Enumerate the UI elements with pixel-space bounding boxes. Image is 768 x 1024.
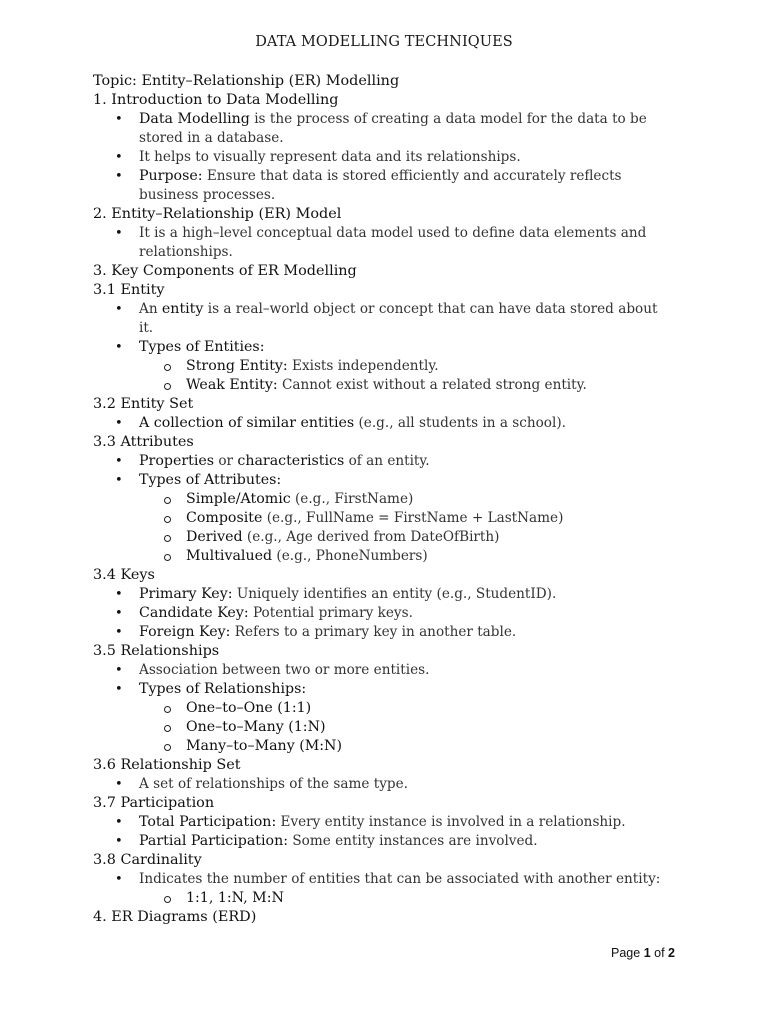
term: Simple/Atomic	[186, 491, 291, 507]
bullet-list	[93, 870, 673, 889]
hollow-bullet-icon	[164, 706, 171, 713]
hollow-bullet-icon	[164, 516, 171, 523]
sub-list-item	[93, 699, 673, 718]
term: Total Participation:	[139, 814, 277, 830]
item-text: of an entity.	[344, 453, 430, 469]
bullet-list	[93, 224, 673, 262]
item-text: (e.g., FirstName)	[290, 491, 414, 507]
sub-list-item	[93, 737, 673, 756]
bullet-marker: •	[115, 834, 123, 849]
hollow-bullet-icon	[164, 896, 171, 903]
page-number-footer	[611, 946, 675, 960]
bullet-marker: •	[115, 625, 123, 640]
sub-list-item	[93, 357, 673, 376]
page-current: 1	[643, 946, 651, 960]
item-text: is the process of creating a data model for the data to be stored in a database.	[139, 111, 647, 146]
subsection-heading: 3.8 Cardinality	[93, 852, 202, 868]
list-item	[93, 832, 673, 851]
term: Composite	[186, 510, 263, 526]
item-text: (e.g., PhoneNumbers)	[272, 548, 428, 564]
page-word: Page	[611, 946, 641, 960]
sub-list-item	[93, 889, 673, 908]
term: Weak Entity:	[186, 377, 278, 393]
bullet-marker: •	[115, 473, 123, 488]
item-text: (e.g., all students in a school).	[354, 415, 566, 431]
bullet-marker: •	[115, 226, 123, 241]
bullet-list	[93, 813, 673, 851]
item-text: One–to–One (1:1)	[186, 700, 312, 716]
page-title: DATA MODELLING TECHNIQUES	[255, 34, 513, 50]
hollow-bullet-icon	[164, 744, 171, 751]
list-item	[93, 452, 673, 471]
bullet-list	[93, 414, 673, 433]
sub-list-item	[93, 547, 673, 566]
list-item	[93, 110, 673, 148]
bullet-marker: •	[115, 872, 123, 887]
list-item	[93, 338, 673, 357]
term: Types of Relationships:	[139, 681, 307, 697]
bullet-marker: •	[115, 169, 123, 184]
bullet-marker: •	[115, 454, 123, 469]
item-text: Indicates the number of entities that can be associated with another entity:	[139, 871, 661, 887]
term: characteristics	[237, 453, 345, 469]
term: Properties	[139, 453, 215, 469]
term: Purpose:	[139, 168, 203, 184]
list-item	[93, 680, 673, 699]
term: Types of Entities:	[139, 339, 265, 355]
bullet-list	[93, 585, 673, 642]
bullet-list	[93, 452, 673, 490]
term: A collection of similar entities	[139, 415, 355, 431]
item-text: Some entity instances are involved.	[288, 833, 538, 849]
sub-list-item	[93, 528, 673, 547]
term: Strong Entity:	[186, 358, 288, 374]
hollow-bullet-icon	[164, 554, 171, 561]
bullet-list	[93, 110, 673, 205]
item-text: or	[214, 453, 238, 469]
list-item	[93, 300, 673, 338]
term: Types of Attributes:	[139, 472, 282, 488]
bullet-list	[93, 300, 673, 357]
subsection-heading: 3.1 Entity	[93, 282, 165, 298]
hollow-bullet-icon	[164, 725, 171, 732]
bullet-marker: •	[115, 663, 123, 678]
term: Candidate Key:	[139, 605, 249, 621]
bullet-list	[93, 775, 673, 794]
sub-list-item	[93, 718, 673, 737]
item-text: One–to–Many (1:N)	[186, 719, 326, 735]
item-text: Exists independently.	[287, 358, 439, 374]
item-text: Every entity instance is involved in a relationship.	[276, 814, 626, 830]
item-text: 1:1, 1:N, M:N	[186, 890, 284, 906]
term: Partial Participation:	[139, 833, 289, 849]
item-text: It helps to visually represent data and its relationships.	[139, 149, 521, 165]
list-item	[93, 661, 673, 680]
term: Foreign Key:	[139, 624, 231, 640]
item-text: Association between two or more entities.	[139, 662, 430, 678]
section-heading: 2. Entity–Relationship (ER) Model	[93, 206, 342, 222]
item-text: Cannot exist without a related strong entity.	[277, 377, 587, 393]
bullet-marker: •	[115, 340, 123, 355]
bullet-marker: •	[115, 302, 123, 317]
sub-bullet-list	[93, 699, 673, 756]
list-item	[93, 414, 673, 433]
item-text: (e.g., FullName = FirstName + LastName)	[262, 510, 564, 526]
sub-bullet-list	[93, 357, 673, 395]
list-item	[93, 224, 673, 262]
bullet-marker: •	[115, 682, 123, 697]
topic-heading: Topic: Entity–Relationship (ER) Modelling	[93, 73, 400, 89]
item-text: Potential primary keys.	[248, 605, 413, 621]
item-text: Uniquely identifies an entity (e.g., StudentID).	[232, 586, 557, 602]
list-item	[93, 471, 673, 490]
item-text: Ensure that data is stored efficiently and accurately reflects business processes.	[139, 168, 622, 203]
of-word: of	[654, 946, 665, 960]
item-text: is a real–world object or concept that can have data stored about it.	[139, 301, 658, 336]
subsection-heading: 3.6 Relationship Set	[93, 757, 241, 773]
bullet-marker: •	[115, 112, 123, 127]
item-text: Many–to–Many (M:N)	[186, 738, 343, 754]
list-item	[93, 148, 673, 167]
subsection-heading: 3.7 Participation	[93, 795, 215, 811]
bullet-list	[93, 661, 673, 699]
term: Primary Key:	[139, 586, 233, 602]
hollow-bullet-icon	[164, 383, 171, 390]
list-item	[93, 604, 673, 623]
item-text: A set of relationships of the same type.	[139, 776, 408, 792]
bullet-marker: •	[115, 416, 123, 431]
item-text: It is a high–level conceptual data model used to define data elements and relationships.	[139, 225, 647, 260]
page-total: 2	[668, 946, 675, 960]
hollow-bullet-icon	[164, 497, 171, 504]
subsection-heading: 3.3 Attributes	[93, 434, 194, 450]
item-text: (e.g., Age derived from DateOfBirth)	[242, 529, 500, 545]
bullet-marker: •	[115, 606, 123, 621]
bullet-marker: •	[115, 150, 123, 165]
hollow-bullet-icon	[164, 535, 171, 542]
subsection-heading: 3.4 Keys	[93, 567, 155, 583]
list-item	[93, 775, 673, 794]
section-heading: 3. Key Components of ER Modelling	[93, 263, 357, 279]
hollow-bullet-icon	[164, 364, 171, 371]
bullet-marker: •	[115, 777, 123, 792]
sub-list-item	[93, 490, 673, 509]
list-item	[93, 870, 673, 889]
list-item	[93, 623, 673, 642]
section-heading: 4. ER Diagrams (ERD)	[93, 909, 257, 925]
list-item	[93, 813, 673, 832]
term: entity	[161, 301, 204, 317]
item-text: An	[139, 301, 162, 317]
document-body	[93, 72, 673, 927]
sub-bullet-list	[93, 490, 673, 566]
list-item	[93, 167, 673, 205]
list-item	[93, 585, 673, 604]
item-text: Refers to a primary key in another table.	[230, 624, 517, 640]
subsection-heading: 3.2 Entity Set	[93, 396, 194, 412]
sub-list-item	[93, 376, 673, 395]
sub-list-item	[93, 509, 673, 528]
bullet-marker: •	[115, 587, 123, 602]
subsection-heading: 3.5 Relationships	[93, 643, 220, 659]
term: Multivalued	[186, 548, 273, 564]
term: Derived	[186, 529, 243, 545]
term: Data Modelling	[139, 111, 250, 127]
sub-bullet-list	[93, 889, 673, 908]
bullet-marker: •	[115, 815, 123, 830]
section-heading: 1. Introduction to Data Modelling	[93, 92, 339, 108]
